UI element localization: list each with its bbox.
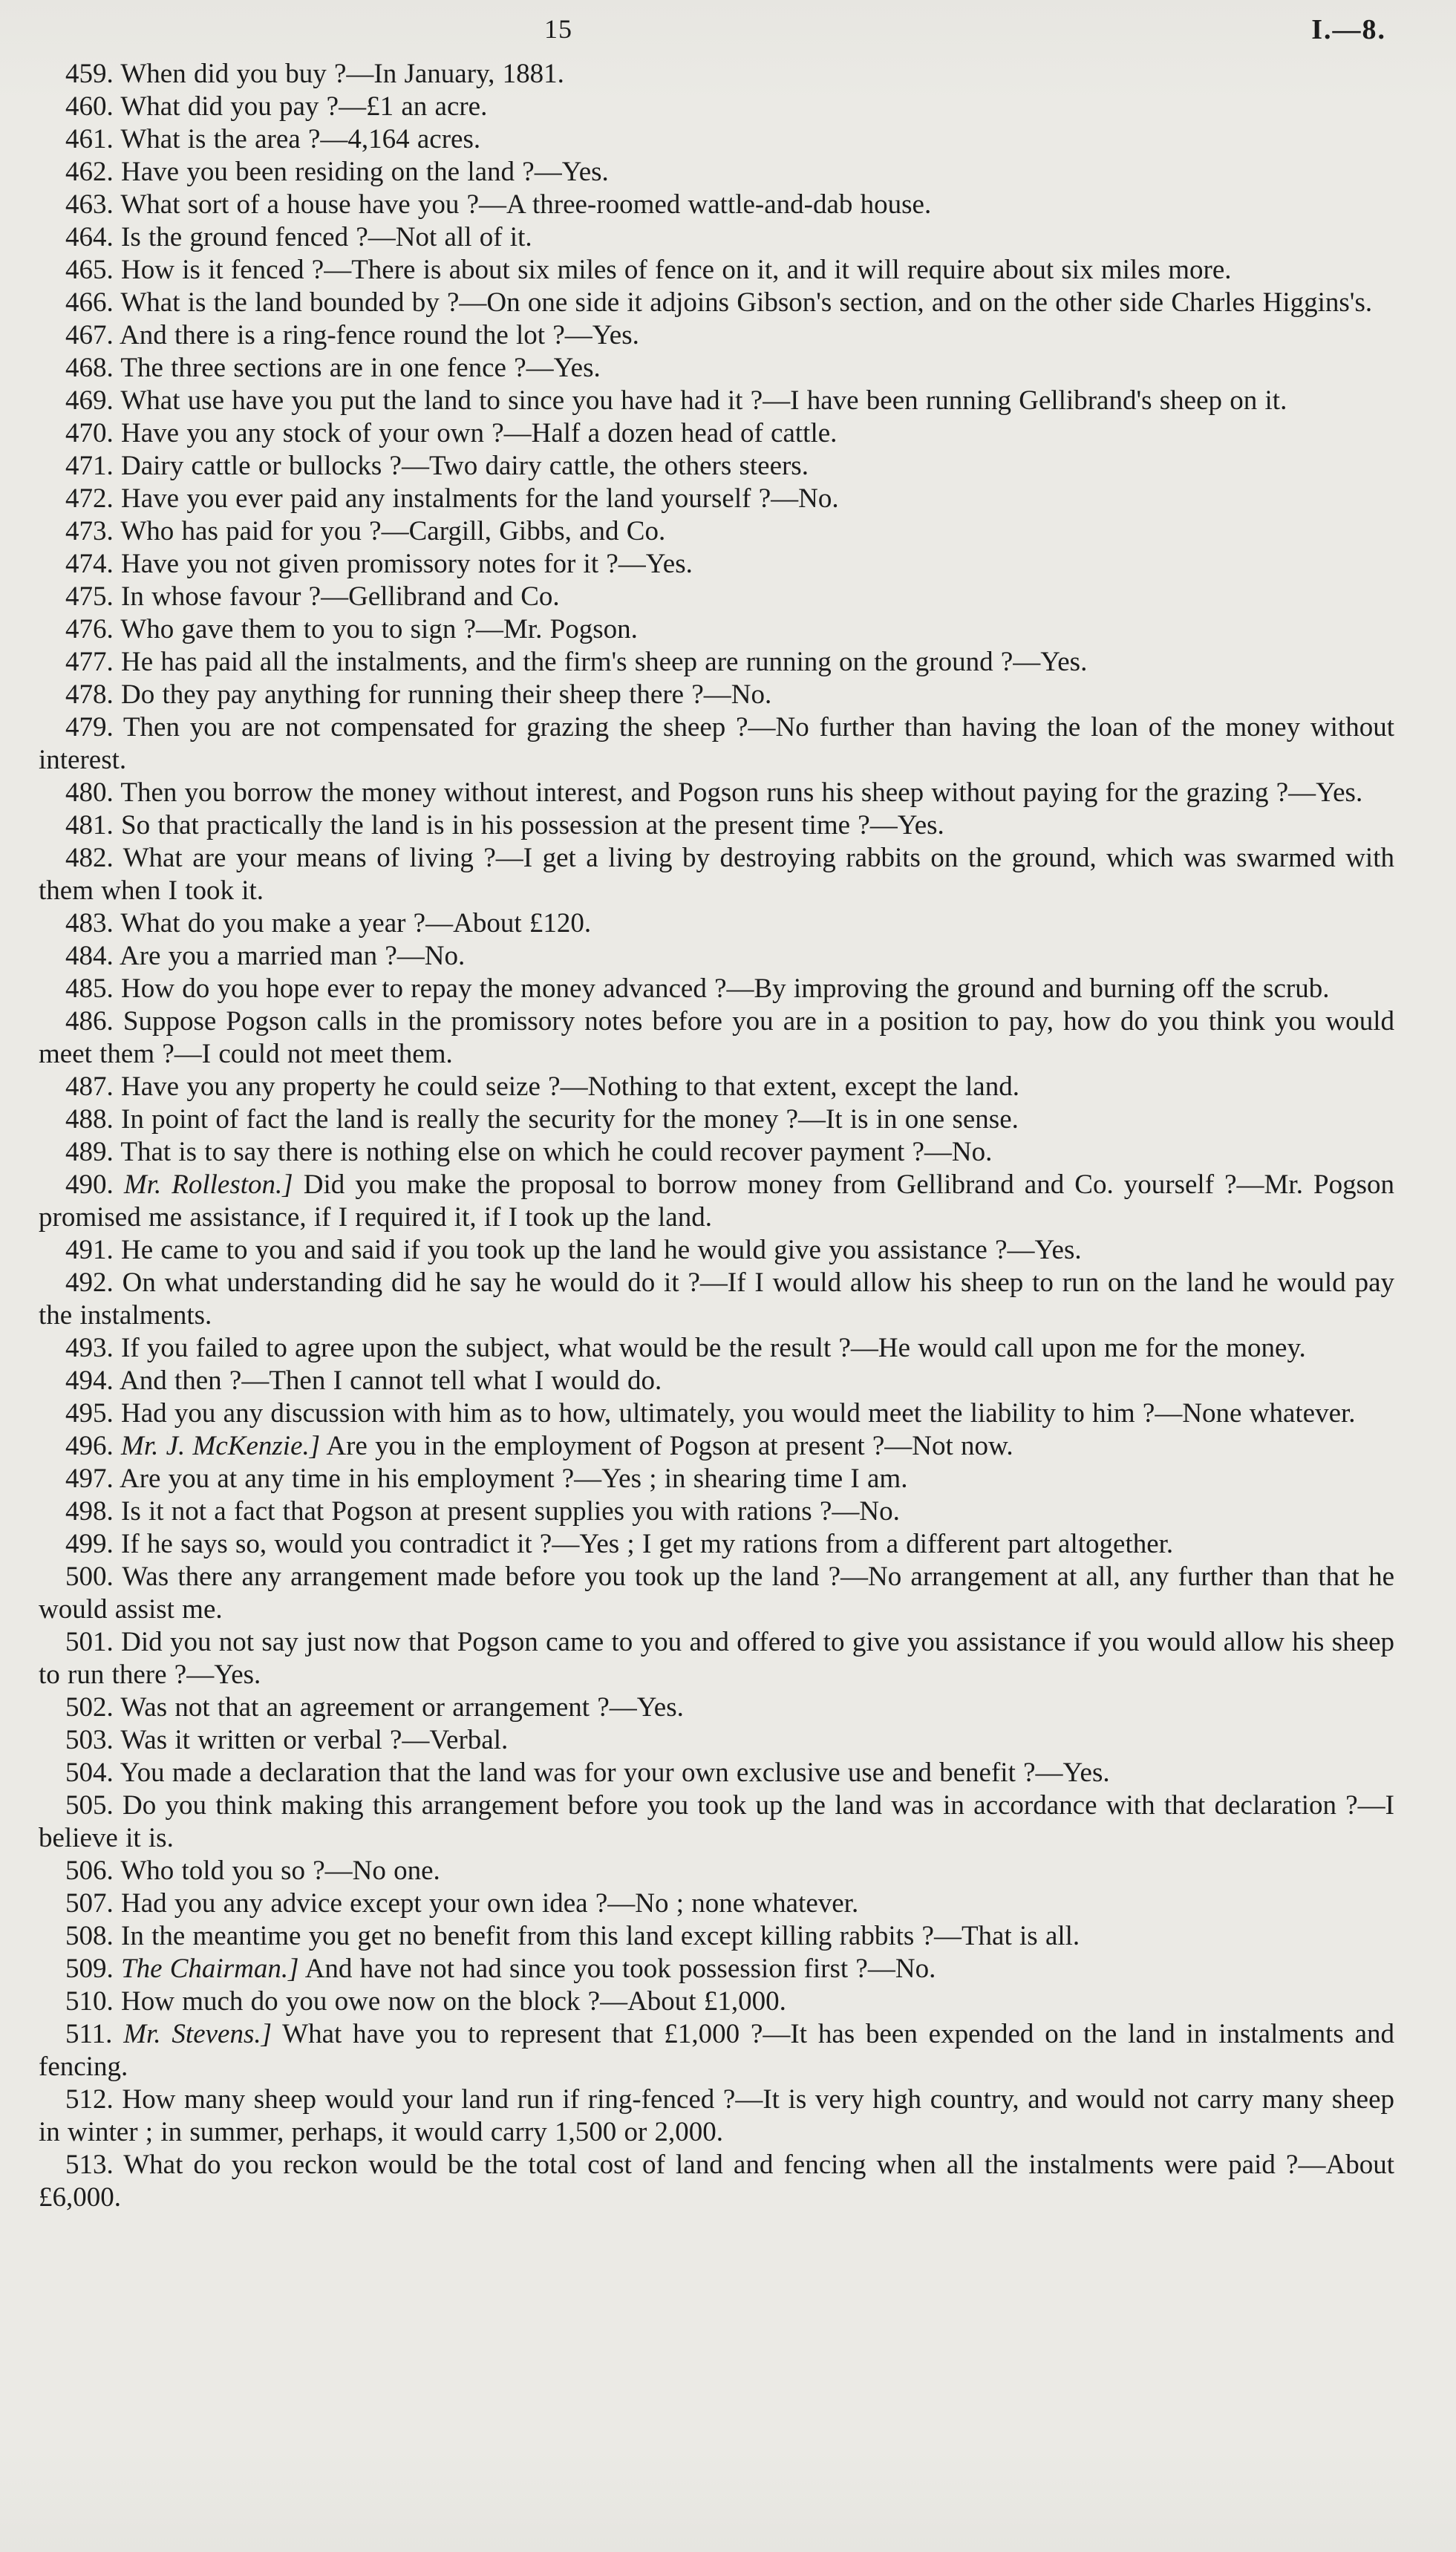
qa-text: How do you hope ever to repay the money advanced ?—By improving the ground and burning off the scrub. (121, 973, 1330, 1004)
qa-entry (39, 221, 1394, 254)
question-number: 493. (65, 1333, 114, 1363)
question-number: 461. (65, 124, 114, 154)
qa-text: He came to you and said if you took up the land he would give you assistance ?—Yes. (121, 1235, 1082, 1265)
question-number: 469. (65, 385, 114, 416)
qa-entry (39, 91, 1394, 123)
qa-entry (39, 1953, 1394, 1985)
qa-entry (39, 1495, 1394, 1528)
question-number: 472. (65, 483, 114, 514)
qa-entry (39, 450, 1394, 483)
qa-entry (39, 842, 1394, 907)
question-number: 509. (65, 1954, 114, 1984)
qa-text: Did you not say just now that Pogson came to you and offered to give you assistance if you would allow his sheep to run there ?—Yes. (39, 1627, 1395, 1690)
qa-entry (39, 581, 1394, 613)
qa-entry (39, 548, 1394, 581)
qa-entry (39, 809, 1394, 842)
qa-entry (39, 1365, 1394, 1397)
question-number: 500. (65, 1561, 114, 1592)
question-number: 502. (65, 1692, 114, 1723)
question-number: 474. (65, 549, 114, 579)
question-number: 512. (65, 2084, 114, 2115)
question-number: 476. (65, 614, 114, 644)
qa-text: The three sections are in one fence ?—Yes. (120, 353, 601, 383)
qa-text: And then ?—Then I cannot tell what I would do. (119, 1365, 662, 1396)
qa-entry (39, 907, 1394, 940)
question-number: 465. (65, 255, 114, 285)
qa-text: Have you not given promissory notes for it ?—Yes. (121, 549, 693, 579)
question-number: 503. (65, 1725, 114, 1755)
qa-entry (39, 483, 1394, 515)
qa-entry (39, 973, 1394, 1005)
qa-text: If he says so, would you contradict it ?—Yes ; I get my rations from a different part altogether. (121, 1529, 1174, 1559)
qa-text: Have you ever paid any instalments for the land yourself ?—No. (121, 483, 839, 514)
question-number: 468. (65, 353, 114, 383)
qa-entry (39, 385, 1394, 417)
qa-text: Who gave them to you to sign ?—Mr. Pogson. (120, 614, 638, 644)
qa-text: What did you pay ?—£1 an acre. (120, 91, 488, 122)
question-number: 467. (65, 320, 114, 350)
qa-text: On what understanding did he say he would do it ?—If I would allow his sheep to run on the land he would pay the instalments. (39, 1267, 1394, 1331)
qa-entry (39, 1691, 1394, 1724)
qa-entry (39, 613, 1394, 646)
qa-text: Have you any property he could seize ?—Nothing to that extent, except the land. (121, 1071, 1019, 1102)
question-number: 492. (65, 1267, 114, 1298)
question-number: 498. (65, 1496, 114, 1527)
qa-entry (39, 777, 1394, 809)
question-number: 513. (65, 2150, 114, 2180)
qa-text: Are you in the employment of Pogson at present ?—Not now. (326, 1431, 1013, 1461)
qa-entry (39, 1561, 1394, 1626)
qa-list (39, 58, 1394, 2214)
question-number: 483. (65, 908, 114, 939)
qa-text: What are your means of living ?—I get a living by destroying rabbits on the ground, which was swarmed with them when I took it. (39, 843, 1394, 906)
qa-text: What is the land bounded by ?—On one side it adjoins Gibson's section, and on the other side Charles Higgins's. (120, 287, 1373, 318)
qa-entry (39, 1071, 1394, 1103)
speaker-name: Mr. Rolleston.] (123, 1169, 293, 1200)
qa-text: Suppose Pogson calls in the promissory notes before you are in a position to pay, how do you think you would meet them ?—I could not meet them. (39, 1006, 1394, 1069)
qa-text: How much do you owe now on the block ?—About £1,000. (121, 1986, 786, 2017)
question-number: 487. (65, 1071, 114, 1102)
qa-text: How is it fenced ?—There is about six miles of fence on it, and it will require about six miles more. (121, 255, 1232, 285)
question-number: 482. (65, 843, 114, 873)
qa-text: Then you borrow the money without interest, and Pogson runs his sheep without paying for the grazing ?—Yes. (120, 777, 1363, 808)
qa-text: Are you at any time in his employment ?—Yes ; in shearing time I am. (119, 1463, 908, 1494)
question-number: 490. (65, 1169, 114, 1200)
qa-text: Was it written or verbal ?—Verbal. (120, 1725, 509, 1755)
speaker-name: Mr. Stevens.] (123, 2019, 272, 2049)
speaker-name: Mr. J. McKenzie.] (121, 1431, 321, 1461)
qa-text: What do you reckon would be the total cost of land and fencing when all the instalments were paid ?—About £6,000. (39, 2150, 1394, 2213)
question-number: 477. (65, 647, 114, 677)
question-number: 504. (65, 1758, 114, 1788)
qa-text: Was there any arrangement made before you took up the land ?—No arrangement at all, any further than that he would assist me. (39, 1561, 1394, 1625)
qa-entry (39, 1169, 1394, 1234)
qa-entry (39, 711, 1394, 777)
question-number: 466. (65, 287, 114, 318)
question-number: 488. (65, 1104, 114, 1135)
question-number: 505. (65, 1790, 114, 1821)
qa-entry (39, 1103, 1394, 1136)
qa-entry (39, 1626, 1394, 1691)
qa-entry (39, 1724, 1394, 1757)
qa-text: How many sheep would your land run if ring-fenced ?—It is very high country, and would not carry many sheep in winter ; in summer, perhaps, it would carry 1,500 or 2,000. (39, 2084, 1395, 2147)
qa-entry (39, 1430, 1394, 1463)
qa-entry (39, 1267, 1394, 1332)
qa-text: In the meantime you get no benefit from this land except killing rabbits ?—That is all. (121, 1921, 1080, 1951)
question-number: 499. (65, 1529, 114, 1559)
qa-text: Had you any discussion with him as to how, ultimately, you would meet the liability to him ?—None whatever. (121, 1398, 1356, 1429)
qa-text: Was not that an agreement or arrangement ?—Yes. (120, 1692, 684, 1723)
qa-text: In whose favour ?—Gellibrand and Co. (121, 581, 560, 612)
question-number: 462. (65, 157, 114, 187)
speaker-name: The Chairman.] (121, 1954, 299, 1984)
qa-entry (39, 515, 1394, 548)
qa-text: What is the area ?—4,164 acres. (120, 124, 481, 154)
testimony-body (39, 58, 1394, 2214)
question-number: 507. (65, 1888, 114, 1919)
qa-text: And there is a ring-fence round the lot ?—Yes. (119, 320, 639, 350)
qa-text: Do they pay anything for running their sheep there ?—No. (121, 679, 772, 710)
question-number: 484. (65, 941, 114, 971)
question-number: 459. (65, 59, 114, 89)
question-number: 470. (65, 418, 114, 448)
question-number: 485. (65, 973, 114, 1004)
qa-text: Is it not a fact that Pogson at present supplies you with rations ?—No. (121, 1496, 900, 1527)
qa-entry (39, 940, 1394, 973)
qa-text: Who has paid for you ?—Cargill, Gibbs, and Co. (120, 516, 666, 546)
question-number: 473. (65, 516, 114, 546)
qa-text: In point of fact the land is really the security for the money ?—It is in one sense. (121, 1104, 1019, 1135)
question-number: 511. (65, 2019, 113, 2049)
question-number: 464. (65, 222, 114, 252)
qa-text: What do you make a year ?—About £120. (120, 908, 592, 939)
question-number: 463. (65, 189, 114, 220)
question-number: 494. (65, 1365, 114, 1396)
qa-entry (39, 679, 1394, 711)
qa-entry (39, 1855, 1394, 1887)
qa-text: Had you any advice except your own idea ?—No ; none whatever. (121, 1888, 859, 1919)
qa-entry (39, 1757, 1394, 1789)
question-number: 471. (65, 451, 114, 481)
qa-entry (39, 1136, 1394, 1169)
qa-entry (39, 2149, 1394, 2214)
question-number: 491. (65, 1235, 114, 1265)
question-number: 481. (65, 810, 114, 841)
qa-entry (39, 352, 1394, 385)
qa-entry (39, 1234, 1394, 1267)
question-number: 480. (65, 777, 114, 808)
qa-text: So that practically the land is in his possession at the present time ?—Yes. (121, 810, 944, 841)
qa-entry (39, 319, 1394, 352)
qa-entry (39, 1463, 1394, 1495)
qa-entry (39, 1789, 1394, 1855)
qa-entry (39, 1920, 1394, 1953)
qa-text: Are you a married man ?—No. (119, 941, 466, 971)
qa-text: Did you make the proposal to borrow money from Gellibrand and Co. yourself ?—Mr. Pogson promised me assistance, if I required it, if I took up the land. (39, 1169, 1394, 1233)
qa-text: You made a declaration that the land was for your own exclusive use and benefit ?—Yes. (120, 1758, 1110, 1788)
question-number: 475. (65, 581, 114, 612)
qa-entry (39, 417, 1394, 450)
qa-entry (39, 1397, 1394, 1430)
question-number: 489. (65, 1137, 114, 1167)
qa-entry (39, 287, 1394, 319)
qa-entry (39, 1005, 1394, 1071)
qa-text: Have you any stock of your own ?—Half a dozen head of cattle. (121, 418, 838, 448)
qa-entry (39, 58, 1394, 91)
qa-text: Dairy cattle or bullocks ?—Two dairy cattle, the others steers. (121, 451, 809, 481)
qa-entry (39, 2083, 1394, 2149)
qa-entry (39, 189, 1394, 221)
qa-text: What use have you put the land to since you have had it ?—I have been running Gellibrand's sheep on it. (120, 385, 1287, 416)
page-number: 15 (544, 14, 572, 44)
qa-text: What have you to represent that £1,000 ?—It has been expended on the land in instalments and fencing. (39, 2019, 1394, 2082)
qa-entry (39, 1332, 1394, 1365)
question-number: 506. (65, 1856, 114, 1886)
qa-entry (39, 1985, 1394, 2018)
question-number: 486. (65, 1006, 114, 1037)
qa-entry (39, 1887, 1394, 1920)
qa-text: Have you been residing on the land ?—Yes. (121, 157, 609, 187)
qa-text: Who told you so ?—No one. (120, 1856, 440, 1886)
qa-text: When did you buy ?—In January, 1881. (120, 59, 564, 89)
qa-text: That is to say there is nothing else on which he could recover payment ?—No. (120, 1137, 993, 1167)
question-number: 460. (65, 91, 114, 122)
question-number: 508. (65, 1921, 114, 1951)
qa-text: He has paid all the instalments, and the firm's sheep are running on the ground ?—Yes. (121, 647, 1088, 677)
qa-text: Do you think making this arrangement before you took up the land was in accordance with that declaration ?—I believe it is. (39, 1790, 1394, 1853)
question-number: 496. (65, 1431, 114, 1461)
question-number: 497. (65, 1463, 114, 1494)
section-reference: I.—8. (1311, 14, 1386, 45)
question-number: 495. (65, 1398, 114, 1429)
qa-entry (39, 1528, 1394, 1561)
qa-entry (39, 254, 1394, 287)
question-number: 478. (65, 679, 114, 710)
qa-entry (39, 123, 1394, 156)
qa-entry (39, 156, 1394, 189)
qa-text: And have not had since you took possession first ?—No. (304, 1954, 936, 1984)
qa-text: Then you are not compensated for grazing the sheep ?—No further than having the loan of the money without interest. (39, 712, 1394, 775)
question-number: 510. (65, 1986, 114, 2017)
qa-text: Is the ground fenced ?—Not all of it. (121, 222, 532, 252)
page-header (0, 13, 1456, 55)
qa-text: If you failed to agree upon the subject, what would be the result ?—He would call upon me for the money. (121, 1333, 1306, 1363)
question-number: 479. (65, 712, 114, 743)
question-number: 501. (65, 1627, 114, 1657)
qa-text: What sort of a house have you ?—A three-roomed wattle-and-dab house. (120, 189, 932, 220)
qa-entry (39, 2018, 1394, 2083)
qa-entry (39, 646, 1394, 679)
